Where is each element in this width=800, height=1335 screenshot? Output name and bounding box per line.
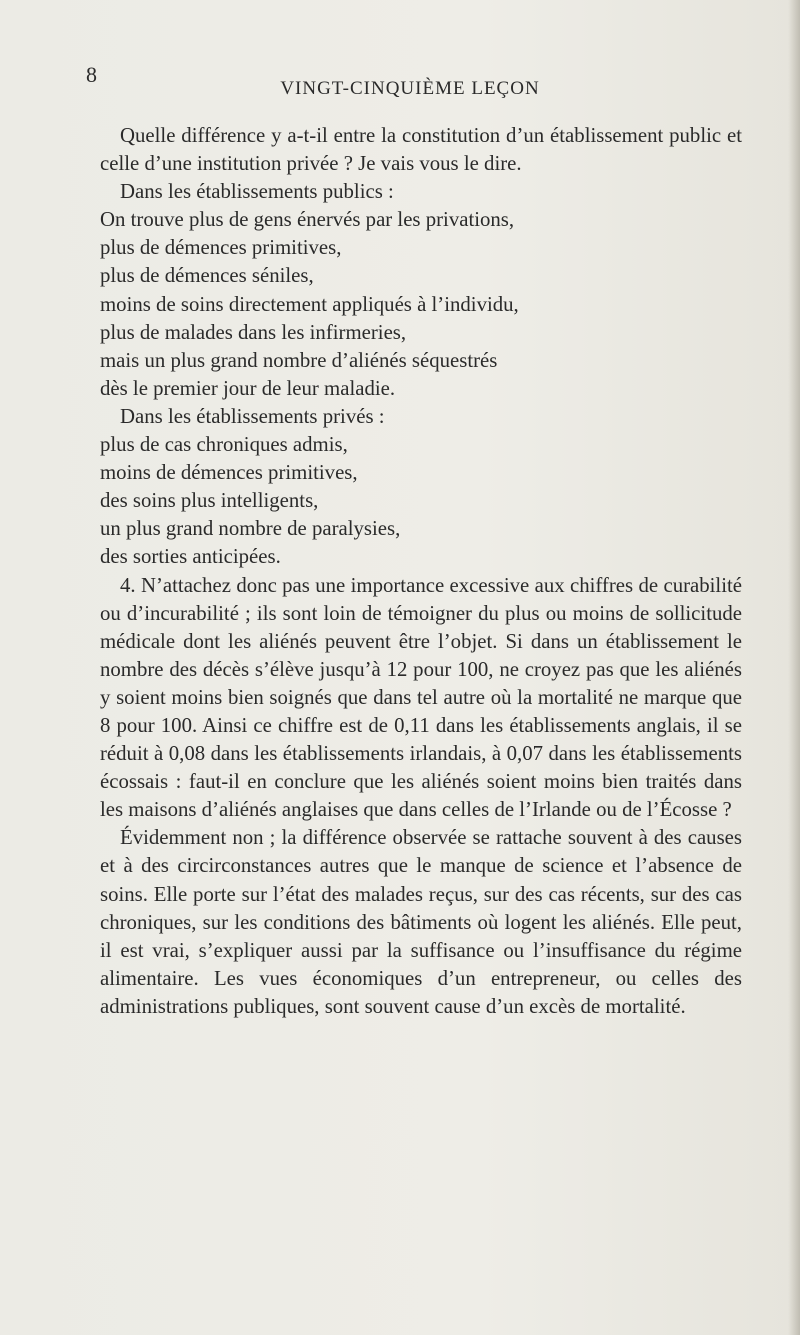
- public-lead: On trouve plus de gens énervés par les privations,: [100, 208, 515, 232]
- list-item: plus de démences séniles,: [100, 264, 314, 288]
- list-item-continuation: dès le premier jour de leur maladie.: [100, 376, 396, 400]
- page-number: 8: [86, 62, 97, 87]
- intro-paragraph: Quelle différence y a-t-il entre la constitution d’un établissement public et celle d’une institution privée ? Je vais vous le dire.: [100, 124, 742, 176]
- list-item: des sorties anticipées.: [100, 545, 281, 569]
- list-item: un plus grand nombre de paralysies,: [100, 517, 401, 541]
- page-edge-shadow: [788, 0, 800, 1335]
- private-heading: Dans les établissements privés :: [120, 404, 385, 428]
- private-list: [100, 431, 742, 571]
- running-head: VINGT-CINQUIÈME LEÇON: [280, 78, 540, 99]
- list-item: moins de soins directement appliqués à l’individu,: [100, 292, 519, 316]
- public-list: [100, 234, 742, 403]
- public-heading: Dans les établissements publics :: [120, 180, 394, 204]
- list-item: mais un plus grand nombre d’aliénés séquestrés: [100, 348, 498, 372]
- body-text: [100, 122, 742, 1021]
- paragraph-5: Évidemment non ; la différence observée se rattache souvent à des causes et à des circirconstances autres que le manque de science et l’absence de soins. Elle porte sur l’état des malades reçus, sur des cas récents, sur des cas chroniques, sur les conditions des bâtiments où logent les aliénés. Elle peut, il est vrai, s’expliquer aussi par la suffisance ou l’insuffisance du régime alimentaire. Les vues économiques d’un entrepreneur, ou celles des administrations publiques, sont souvent cause d’un excès de mortalité.: [100, 826, 742, 1018]
- list-item: plus de cas chroniques admis,: [100, 433, 348, 457]
- list-item: des soins plus intelligents,: [100, 489, 319, 513]
- paragraph-4: 4. N’attachez donc pas une importance excessive aux chiffres de curabilité ou d’incurabilité ; ils sont loin de témoigner du plus ou moins de sollicitude médicale dont les aliénés peuvent être l’objet. Si dans un établissement le nombre des décès s’élève jusqu’à 12 pour 100, ne croyez pas que les aliénés y soient moins bien soignés que dans tel autre où la mortalité ne marque que 8 pour 100. Ainsi ce chiffre est de 0,11 dans les établissements anglais, il se réduit à 0,08 dans les établissements irlandais, à 0,07 dans les établissements écossais : faut-il en conclure que les aliénés soient moins bien traités dans les maisons d’aliénés anglaises que dans celles de l’Irlande ou de l’Écosse ?: [100, 573, 742, 822]
- list-item: plus de malades dans les infirmeries,: [100, 320, 407, 344]
- list-item: moins de démences primitives,: [100, 461, 358, 485]
- list-item: plus de démences primitives,: [100, 236, 342, 260]
